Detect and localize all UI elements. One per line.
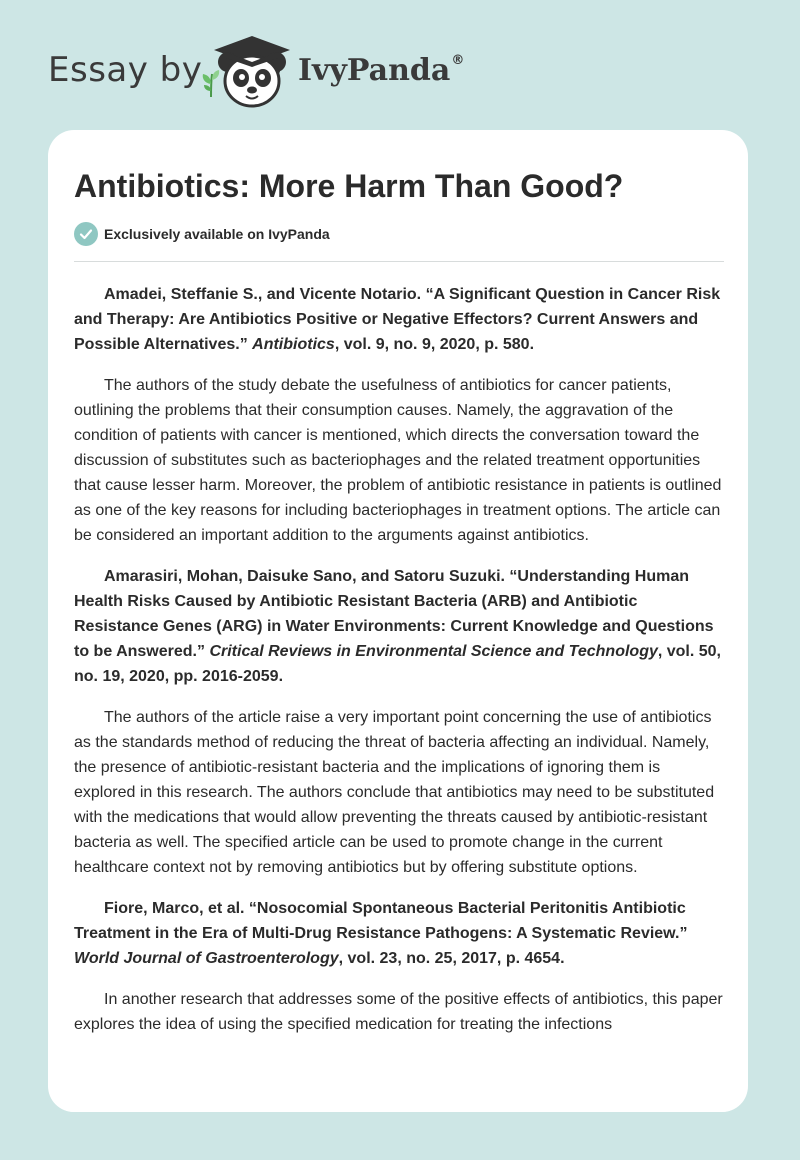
reference-summary: The authors of the article raise a very important point concerning the use of antibiotics as the standards method of reducing the threat of bacteria affecting an individual. Namely, the presence of antibiotic-resistant bacteria and the implications of ignoring them is explored in this research. The authors conclude that antibiotics may need to be substituted with the medications that would allow preventing the threats caused by antibiotic-resistant bacteria as well. The specified article can be used to promote change in the current healthcare context not by removing antibiotics but by offering substitute options. [74, 709, 715, 876]
reference-citation: Amarasiri, Mohan, Daisuke Sano, and Satoru Suzuki. “Understanding Human Health Risks Caused by Antibiotic Resistant Bacteria (ARB) and Antibiotic Resistance Genes (ARG) in Water Environments: Current Knowledge and Questions to be Answered.” Critical Reviews in Environmental Science and Technology, vol. 50, no. 19, 2020, pp. 2016-2059. [74, 568, 721, 685]
essay-card [48, 130, 748, 1112]
check-icon [74, 222, 98, 246]
registered-mark: ® [451, 53, 465, 68]
site-header [0, 0, 800, 130]
reference-citation: Amadei, Steffanie S., and Vicente Notario. “A Significant Question in Cancer Risk and Therapy: Are Antibiotics Positive or Negative Effectors? Current Answers and Possible Alternatives.” Antibiotics, vol. 9, no. 9, 2020, p. 580. [74, 286, 721, 353]
reference-citation: Fiore, Marco, et al. “Nosocomial Spontaneous Bacterial Peritonitis Antibiotic Treatment in the Era of Multi-Drug Resistance Pathogens: A Systematic Review.” World Journal of Gastroenterology, vol. 23, no. 25, 2017, p. 4654. [74, 900, 688, 967]
journal-title: World Journal of Gastroenterology [74, 950, 339, 967]
exclusive-label: Exclusively available on IvyPanda [104, 226, 330, 242]
exclusive-badge [74, 222, 330, 246]
content-fade [48, 1092, 748, 1112]
divider [74, 261, 724, 262]
journal-title: Antibiotics [252, 336, 335, 353]
essay-by-label: Essay by [48, 50, 203, 90]
panda-logo-icon[interactable] [212, 34, 292, 110]
essay-body [74, 282, 724, 1053]
page-title: Antibiotics: More Harm Than Good? [74, 168, 624, 204]
brand-name[interactable]: IvyPanda® [298, 53, 465, 88]
reference-summary: The authors of the study debate the usefulness of antibiotics for cancer patients, outlining the problems that their consumption causes. Namely, the aggravation of the condition of patients with cancer is mentioned, which directs the conversation toward the discussion of substitutes such as bacteriophages and the related treatment opportunities that cause lesser harm. Moreover, the problem of antibiotic resistance in patients is outlined as one of the key reasons for including bacteriophages in treatment options. The article can be considered an important addition to the arguments against antibiotics. [74, 377, 722, 544]
journal-title: Critical Reviews in Environmental Science and Technology [209, 643, 658, 660]
reference-summary: In another research that addresses some of the positive effects of antibiotics, this paper explores the idea of using the specified medication for treating the infections [74, 991, 723, 1033]
